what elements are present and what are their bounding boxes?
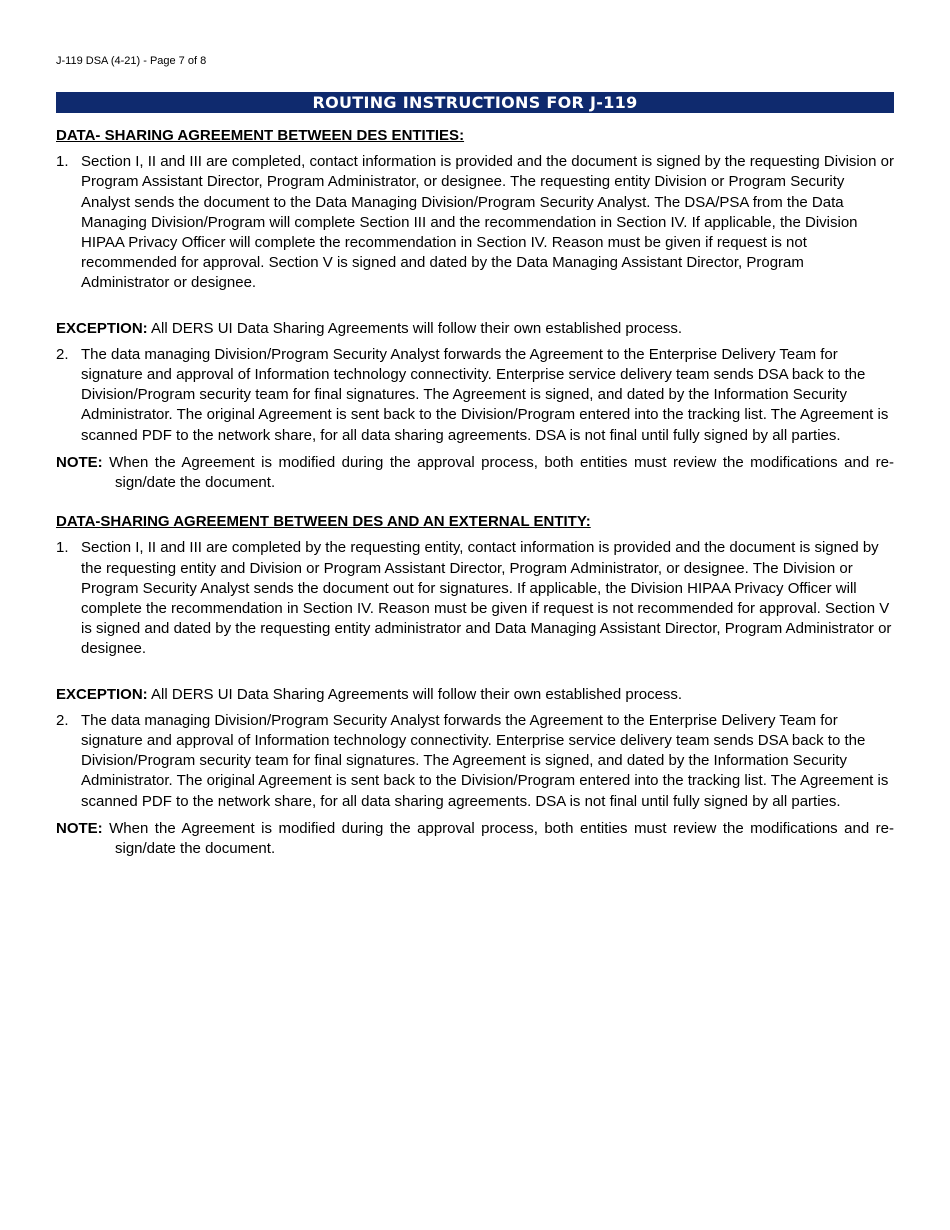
exception-label: EXCEPTION: xyxy=(56,319,148,337)
numbered-item-1 xyxy=(56,152,894,293)
note-text: When the Agreement is modified during the approval process, both entities must review the modifications and re-sign/date the document. xyxy=(102,453,894,492)
note xyxy=(56,819,894,859)
item-number: 2. xyxy=(56,345,69,363)
item-text: Section I, II and III are completed by the requesting entity, contact information is provided and the document is signed by the requesting entity and Division or Program Assistant Director, Program Administrator, or designee. The Division or Program Security Analyst sends the document out for signatures. If applicable, the Division HIPAA Privacy Officer will complete the recommendation in Section IV. Reason must be given if request is not recommended for approval. Section V is signed and dated by the requesting entity administrator and Data Managing Assistant Director, Program Administrator or designee. xyxy=(81,539,892,658)
page-reference: J-119 DSA (4-21) - Page 7 of 8 xyxy=(56,55,207,67)
numbered-item-2 xyxy=(56,711,894,812)
exception-text: All DERS UI Data Sharing Agreements will follow their own established process. xyxy=(147,685,683,703)
note-label: NOTE: xyxy=(56,453,103,471)
section-des-entities xyxy=(56,126,894,493)
numbered-item-1 xyxy=(56,538,894,659)
item-text: Section I, II and III are completed, contact information is provided and the document is signed by the requesting Division or Program Assistant Director, Program Administrator, or designee. The requesting entity Division or Program Security Analyst sends the document to the Data Managing Division/Program Security Analyst. The DSA/PSA from the Data Managing Division/Program will complete Section III and the recommendation in Section IV. If applicable, the Division HIPAA Privacy Officer will complete the recommendation in Section IV. Reason must be given if request is not recommended for approval. Section V is signed and dated by the Data Managing Assistant Director, Program Administrator or designee. xyxy=(81,153,894,292)
exception-text: All DERS UI Data Sharing Agreements will follow their own established process. xyxy=(147,319,683,337)
item-number: 1. xyxy=(56,539,69,557)
section-heading: DATA-SHARING AGREEMENT BETWEEN DES AND AN EXTERNAL ENTITY: xyxy=(56,513,591,531)
note xyxy=(56,453,894,493)
note-label: NOTE: xyxy=(56,819,103,837)
numbered-item-2 xyxy=(56,345,894,446)
item-number: 1. xyxy=(56,153,69,171)
exception-note xyxy=(56,319,894,339)
section-heading: DATA- SHARING AGREEMENT BETWEEN DES ENTITIES: xyxy=(56,127,465,144)
document-body xyxy=(56,126,894,859)
item-text: The data managing Division/Program Security Analyst forwards the Agreement to the Enterprise Delivery Team for signature and approval of Information technology connectivity. Enterprise service delivery team sends DSA back to the Division/Program security team for final signatures. The Agreement is signed, and dated by the Information Security Administrator. The original Agreement is sent back to the Division/Program entered into the tracking list. The Agreement is scanned PDF to the network share, for all data sharing agreements. DSA is not final until fully signed by all parties. xyxy=(81,711,889,810)
page-title: ROUTING INSTRUCTIONS FOR J-119 xyxy=(56,92,894,113)
note-text: When the Agreement is modified during the approval process, both entities must review the modifications and re-sign/date the document. xyxy=(102,819,894,858)
item-text: The data managing Division/Program Security Analyst forwards the Agreement to the Enterprise Delivery Team for signature and approval of Information technology connectivity. Enterprise service delivery team sends DSA back to the Division/Program security team for final signatures. The Agreement is signed, and dated by the Information Security Administrator. The original Agreement is sent back to the Division/Program entered into the tracking list. The Agreement is scanned PDF to the network share, for all data sharing agreements. DSA is not final until fully signed by all parties. xyxy=(81,345,889,444)
exception-label: EXCEPTION: xyxy=(56,685,148,703)
exception-note xyxy=(56,685,894,705)
section-external-entity xyxy=(56,512,894,859)
item-number: 2. xyxy=(56,711,69,729)
